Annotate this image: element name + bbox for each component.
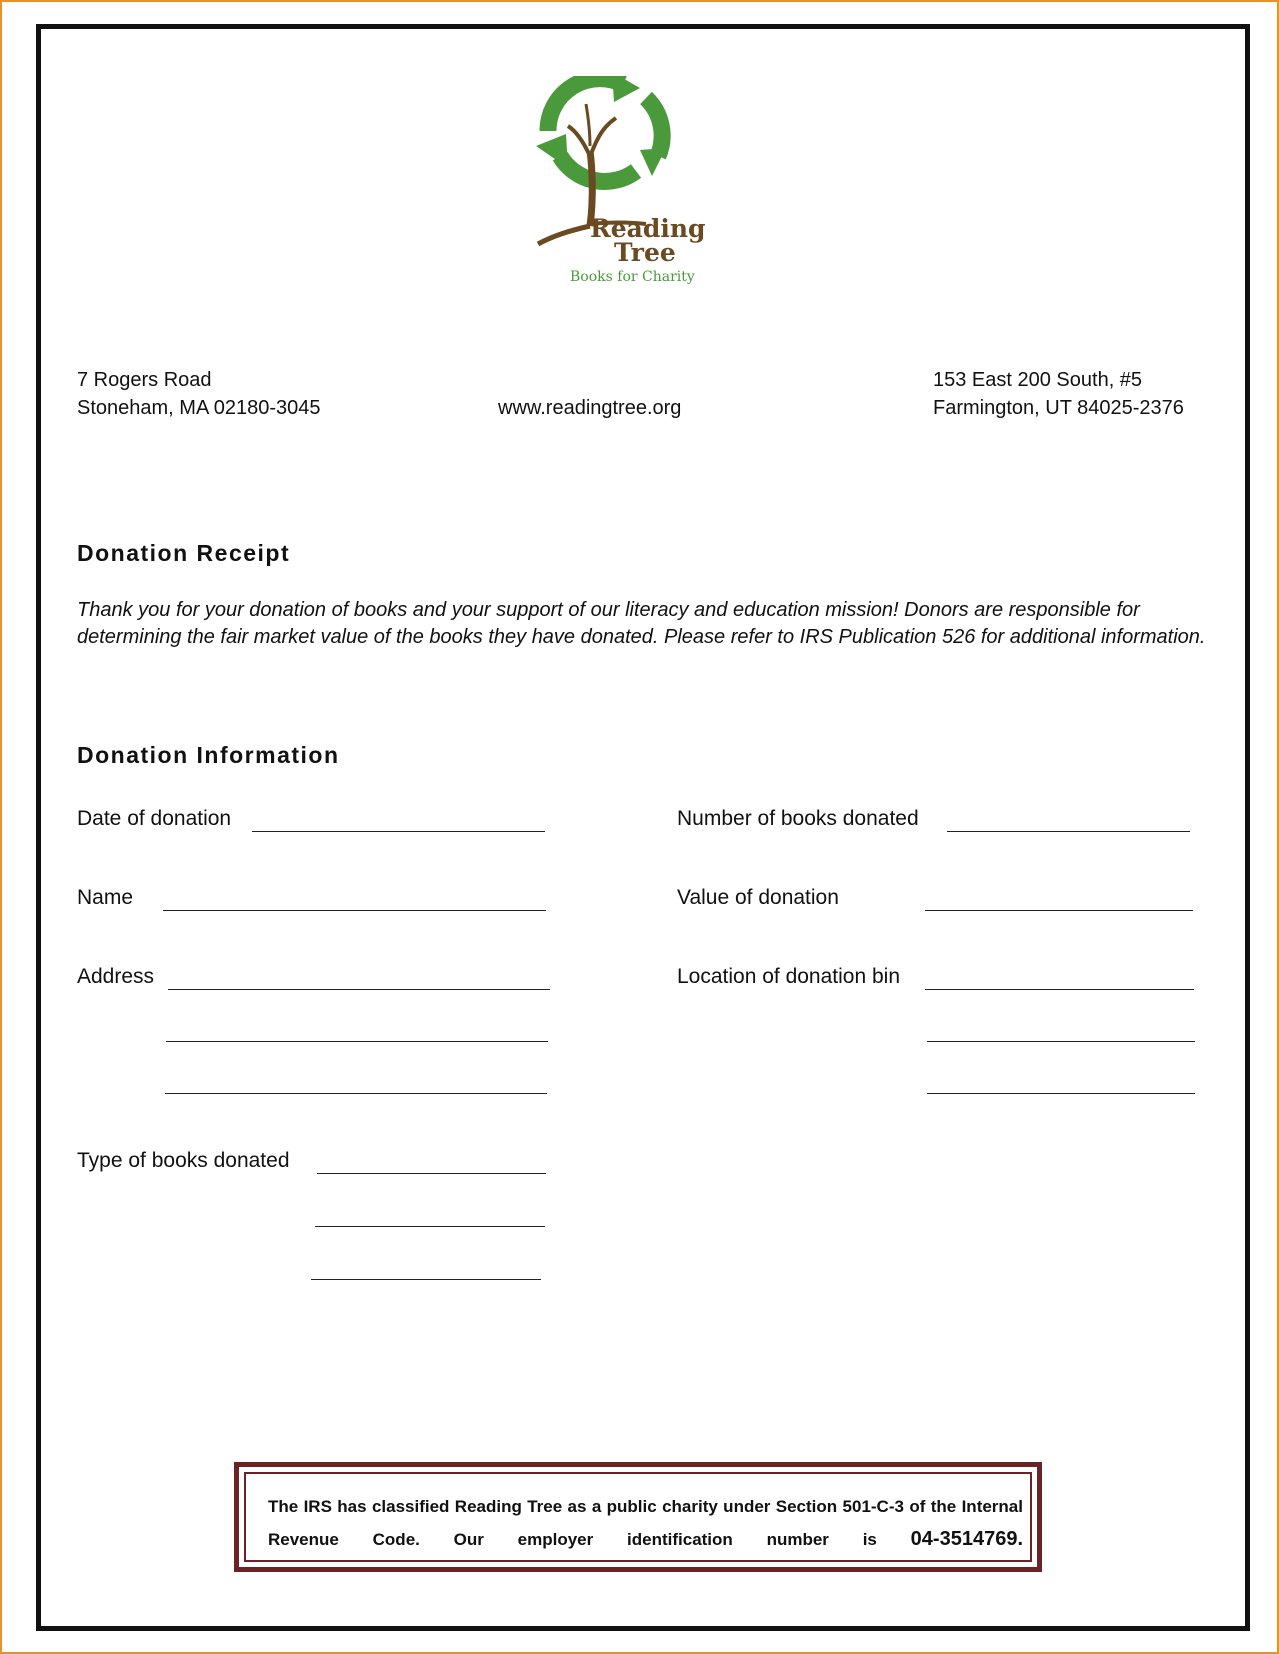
name-field[interactable] (163, 910, 546, 911)
type-field-line1[interactable] (317, 1173, 546, 1174)
address-field-line1[interactable] (168, 989, 550, 990)
logo-name-line2: Tree (614, 238, 676, 267)
address-stoneham (77, 366, 321, 422)
date-label: Date of donation (77, 807, 232, 830)
irs-notice-inner-border (244, 1472, 1032, 1562)
address-field-line3[interactable] (165, 1093, 547, 1094)
website-link[interactable]: www.readingtree.org (498, 397, 682, 419)
address-left-line1: 7 Rogers Road (77, 369, 212, 391)
number-label: Number of books donated (677, 807, 919, 830)
logo-name-line1: Reading (590, 214, 706, 243)
number-field[interactable] (947, 831, 1190, 832)
value-label: Value of donation (677, 886, 839, 909)
logo-tagline: Books for Charity (570, 269, 695, 285)
location-field-line1[interactable] (925, 989, 1194, 990)
address-right-line2: Farmington, UT 84025-2376 (933, 397, 1184, 419)
receipt-heading: Donation Receipt (77, 540, 291, 566)
value-field[interactable] (925, 910, 1193, 911)
ein-number: 04-3514769. (910, 1528, 1023, 1550)
irs-notice-text (268, 1490, 1023, 1556)
type-field-line3[interactable] (311, 1279, 541, 1280)
type-label: Type of books donated (77, 1149, 290, 1172)
type-field-line2[interactable] (315, 1226, 545, 1227)
address-right-line1: 153 East 200 South, #5 (933, 369, 1143, 391)
location-field-line3[interactable] (927, 1093, 1195, 1094)
receipt-intro: Thank you for your donation of books and your support of our literacy and education mission! Donors are responsible for determining the fair market value of the books they have donated. Please refer to IRS Publication 526 for additional information. (77, 599, 1206, 648)
address-field-line2[interactable] (166, 1041, 548, 1042)
address-left-line2: Stoneham, MA 02180-3045 (77, 397, 321, 419)
address-label: Address (77, 965, 155, 988)
location-field-line2[interactable] (927, 1041, 1195, 1042)
name-label: Name (77, 886, 134, 909)
info-heading: Donation Information (77, 742, 340, 768)
location-label: Location of donation bin (677, 965, 901, 988)
address-farmington (933, 366, 1184, 422)
irs-notice-box (234, 1462, 1042, 1572)
date-field[interactable] (252, 831, 545, 832)
irs-notice-body: The IRS has classified Reading Tree as a public charity under Section 501-C-3 of the Internal Revenue Code. Our employer identification number is (268, 1497, 1023, 1549)
